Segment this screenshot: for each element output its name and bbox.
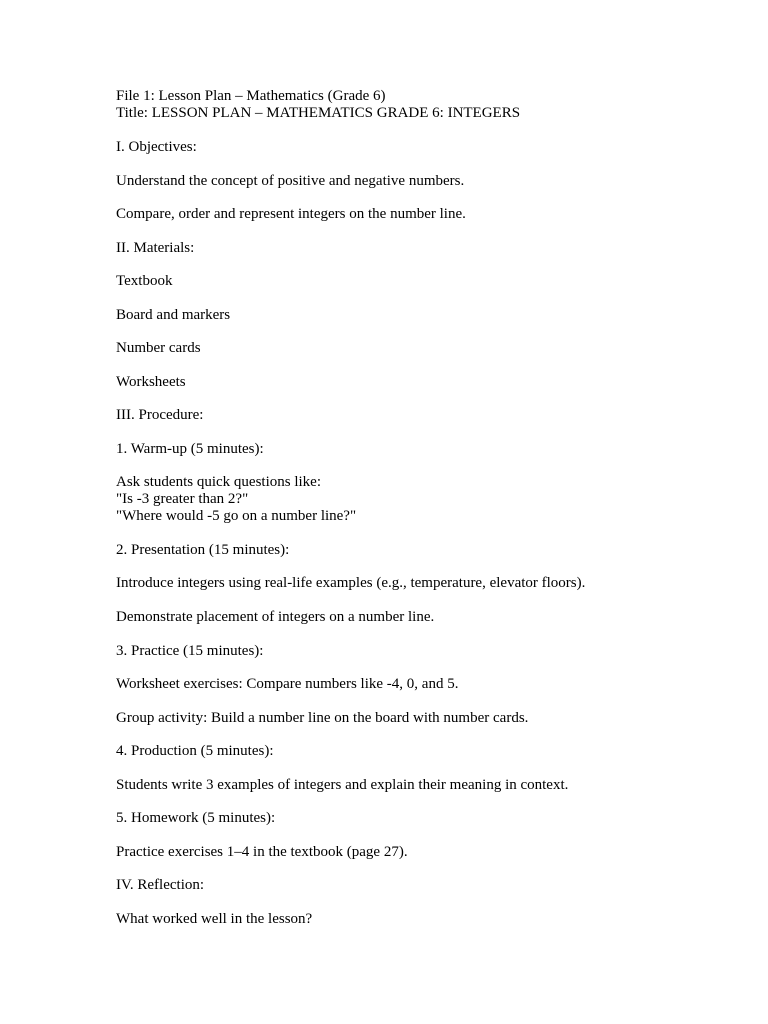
practice-item: Worksheet exercises: Compare numbers like -4, 0, and 5.: [116, 676, 459, 692]
practice-item: Group activity: Build a number line on the board with number cards.: [116, 710, 529, 726]
document-title: Title: LESSON PLAN – MATHEMATICS GRADE 6: INTEGERS: [116, 105, 521, 121]
reflection-heading: IV. Reflection:: [116, 877, 205, 893]
presentation-heading: 2. Presentation (15 minutes):: [116, 542, 290, 558]
file-line: File 1: Lesson Plan – Mathematics (Grade 6): [116, 88, 386, 104]
material-item: Board and markers: [116, 307, 231, 323]
warmup-line: Ask students quick questions like:: [116, 474, 321, 490]
homework-heading: 5. Homework (5 minutes):: [116, 810, 276, 826]
reflection-item: What worked well in the lesson?: [116, 911, 313, 927]
production-item: Students write 3 examples of integers and explain their meaning in context.: [116, 777, 569, 793]
material-item: Number cards: [116, 340, 201, 356]
objective-item: Compare, order and represent integers on the number line.: [116, 206, 466, 222]
presentation-item: Demonstrate placement of integers on a number line.: [116, 609, 435, 625]
objective-item: Understand the concept of positive and negative numbers.: [116, 173, 465, 189]
practice-heading: 3. Practice (15 minutes):: [116, 643, 264, 659]
material-item: Worksheets: [116, 374, 186, 390]
objectives-heading: I. Objectives:: [116, 139, 197, 155]
materials-heading: II. Materials:: [116, 240, 195, 256]
material-item: Textbook: [116, 273, 173, 289]
warmup-heading: 1. Warm-up (5 minutes):: [116, 441, 264, 457]
homework-item: Practice exercises 1–4 in the textbook (page 27).: [116, 844, 408, 860]
warmup-line: "Is -3 greater than 2?": [116, 491, 249, 507]
warmup-line: "Where would -5 go on a number line?": [116, 508, 357, 524]
procedure-heading: III. Procedure:: [116, 407, 204, 423]
presentation-item: Introduce integers using real-life examples (e.g., temperature, elevator floors).: [116, 575, 586, 591]
production-heading: 4. Production (5 minutes):: [116, 743, 274, 759]
